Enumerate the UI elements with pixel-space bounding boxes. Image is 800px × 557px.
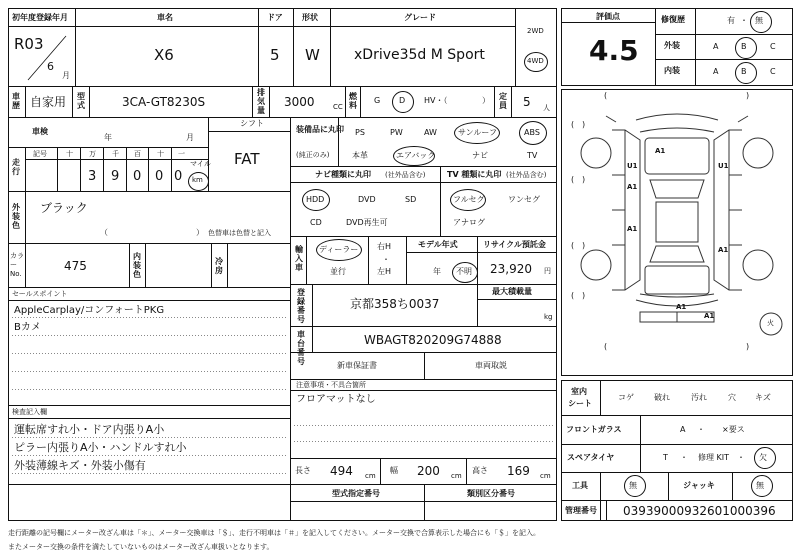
class-no-label: 類別区分番号 <box>467 489 515 498</box>
interior-grade-label: 内装 <box>664 66 680 75</box>
sheet-dirt: 汚れ <box>691 393 707 402</box>
spare-tire-label: スペアタイヤ <box>567 453 615 462</box>
shift-label: シフト <box>240 119 264 128</box>
navi-cd: CD <box>310 218 322 227</box>
height-value: 169 <box>507 464 530 478</box>
damage-mark-a1-rear: A1 <box>676 303 687 311</box>
repair-yes: 有 <box>727 16 735 25</box>
recycle-label: リサイクル預託金 <box>483 240 546 249</box>
mileage-digit-3: 0 <box>133 169 142 184</box>
fuel-hv: HV・（ <box>424 96 448 105</box>
max-load-label: 最大積載量 <box>492 287 532 296</box>
jack-label: ジャッキ <box>683 481 715 490</box>
usage-label: 車歴 <box>12 92 20 110</box>
import-label: 輸入車 <box>295 245 303 272</box>
vehicle-manual: 車両取説 <box>475 361 507 370</box>
import-parallel: 並行 <box>330 267 346 276</box>
digit-label-0: 十 <box>66 150 73 158</box>
rear-glass <box>650 246 704 262</box>
digit-label-5: 一 <box>178 150 185 158</box>
windshield-x: ×要ス <box>722 425 745 434</box>
equipment-label: 装備品に丸印 <box>296 125 344 134</box>
import-dealer: ディーラー <box>319 245 359 254</box>
fuel-label: 燃料 <box>349 92 357 110</box>
inspection-month: 月 <box>186 133 194 142</box>
tv-fullseg: フルセグ <box>453 195 485 204</box>
bracket-9: ) <box>582 291 586 300</box>
interior-sheet-label-2: シート <box>568 399 592 408</box>
tv-analog: アナログ <box>453 218 485 227</box>
windshield-a: A <box>680 425 686 434</box>
navi-sd: SD <box>405 195 417 204</box>
spare-none: 欠 <box>759 453 767 462</box>
import-right-h: 右H <box>377 242 392 251</box>
width-value: 200 <box>417 464 440 478</box>
front-bumper <box>636 114 718 120</box>
chassis-label: 車台番号 <box>297 330 305 366</box>
car-name-label: 車名 <box>157 13 173 22</box>
interior-b: B <box>741 67 747 76</box>
equip-sunroof: サンルーフ <box>458 128 497 137</box>
trunk <box>645 266 709 294</box>
km-unit: km <box>192 176 203 184</box>
damage-mark-a1-left-rear: A1 <box>627 225 638 233</box>
digit-label-2: 千 <box>112 150 119 158</box>
bracket-3: ( <box>571 291 575 300</box>
score-label: 評価点 <box>596 12 620 21</box>
wheel-rear-left <box>581 250 611 280</box>
mileage-digit-2: 9 <box>111 169 120 184</box>
navi-type-label: ナビ種類に丸印 <box>315 170 371 179</box>
displacement-label: 排気量 <box>257 88 265 115</box>
exterior-grade-label: 外装 <box>664 41 680 50</box>
repair-none: 無 <box>755 16 763 25</box>
roof <box>656 202 698 242</box>
capacity-label: 定員 <box>499 92 507 110</box>
damage-mark-a1-hood: A1 <box>655 147 666 155</box>
windshield-label: フロントガラス <box>566 425 622 434</box>
damage-mark-a1-rear-right: A1 <box>704 312 715 320</box>
registration-value: 京都358ち0037 <box>350 297 440 311</box>
navi-hdd: HDD <box>306 195 325 204</box>
mile-unit: マイル <box>190 160 211 168</box>
exterior-b: B <box>741 42 747 51</box>
equip-abs: ABS <box>524 128 540 137</box>
equip-aw: AW <box>424 128 437 137</box>
sheet-tear: 破れ <box>654 393 670 402</box>
sheet-scratch: キズ <box>755 393 771 402</box>
spare-dot: ・ <box>680 453 688 462</box>
equip-tv: TV <box>527 151 538 160</box>
color-paren-open: （ <box>100 228 108 237</box>
selling-point-0: AppleCarplay/コンフォートPKG <box>14 305 165 316</box>
import-dot: ・ <box>382 255 390 264</box>
reg-month: 6 <box>47 60 54 73</box>
bracket-1: ( <box>571 175 575 184</box>
fuel-g: G <box>374 96 381 105</box>
displacement-value: 3000 <box>284 95 315 109</box>
color-code-label: カラーNo. <box>10 252 24 278</box>
equip-leather: 本革 <box>352 151 368 160</box>
ac-label: 冷房 <box>215 257 223 275</box>
length-label: 長さ <box>295 466 311 475</box>
reg-year: R03 <box>14 35 44 53</box>
selling-point-1: Bカメ <box>14 322 41 333</box>
sheet-burn: コゲ <box>618 393 634 402</box>
spare-dot2: ・ <box>737 453 745 462</box>
tv-oneseg: ワンセグ <box>508 195 540 204</box>
inspection-label: 車検 <box>32 127 48 136</box>
exterior-c: C <box>770 42 776 51</box>
interior-a: A <box>713 67 719 76</box>
repair-dot: ・ <box>740 16 748 25</box>
equip-navi: ナビ <box>472 151 488 160</box>
sheet-hole: 穴 <box>728 393 736 402</box>
mileage-sign-label: 記号 <box>33 150 47 158</box>
import-left-h: 左H <box>377 267 392 276</box>
smell-mark: 火 <box>767 319 774 327</box>
interior-sheet-label-1: 室内 <box>571 387 587 396</box>
windshield <box>650 180 704 198</box>
caution-value: フロアマットなし <box>296 394 376 405</box>
width-unit: cm <box>451 472 462 480</box>
equipment-sub: (純正のみ) <box>296 151 330 159</box>
mileage-digit-5: 0 <box>174 169 183 184</box>
registration-label: 登録番号 <box>297 288 305 324</box>
inspection-year: 年 <box>104 133 112 142</box>
recycle-yen: 円 <box>544 267 551 275</box>
damage-mark-a1-right: A1 <box>718 246 729 254</box>
exterior-a: A <box>713 42 719 51</box>
tools-value: 無 <box>629 481 637 490</box>
spare-t: T <box>663 453 668 462</box>
cc-unit: CC <box>333 103 343 111</box>
digit-label-4: 十 <box>157 150 164 158</box>
footer-note-1: 走行距離の記号欄にメーター改ざん車は「＊」、メーター交換車は「＄」、走行不明車は「＃」を記入してください。メーター交換で合算表示した場合にも「＄」を記入。 <box>8 529 540 537</box>
door-count: 5 <box>270 46 280 64</box>
chassis-value: WBAGT820209G74888 <box>364 333 502 347</box>
color-value: ブラック <box>40 201 88 215</box>
color-paren-close: ） <box>196 228 204 237</box>
recycle-value: 23,920 <box>490 262 532 276</box>
caution-label: 注意事項・不具合箇所 <box>296 381 366 389</box>
management-no-label: 管理番号 <box>565 506 597 515</box>
shape-label: 形状 <box>302 13 318 22</box>
tv-type-label: TV 種類に丸印 <box>447 170 502 179</box>
shift-value: FAT <box>234 150 260 168</box>
navi-type-sub: (社外品含む) <box>385 171 426 179</box>
drive-2wd: 2WD <box>527 27 544 35</box>
inspector-notes-label: 検査記入欄 <box>12 408 47 416</box>
first-reg-label: 初年度登録年月 <box>12 13 68 22</box>
fuel-close: ） <box>482 96 490 105</box>
model-value: 3CA-GT8230S <box>122 95 206 109</box>
height-unit: cm <box>540 472 551 480</box>
color-note: 色替車は色替と記入 <box>208 229 271 237</box>
color-code: 475 <box>64 259 87 273</box>
jack-value: 無 <box>756 481 764 490</box>
footer-note-2: またメーター交換の条件を満たしていないものはメーター改ざん車扱いとなります。 <box>8 543 274 551</box>
digit-label-1: 万 <box>89 150 96 158</box>
model-year-unit: 年 <box>433 267 441 276</box>
drive-4wd: 4WD <box>527 57 544 65</box>
bracket-11: ) <box>746 342 750 351</box>
bracket-10: ) <box>746 91 750 100</box>
wheel-front-right <box>743 138 773 168</box>
inspector-note-1: ピラー内張りA小・ハンドルすれ小 <box>14 441 187 454</box>
grade-value: xDrive35d M Sport <box>354 47 485 63</box>
fuel-d: D <box>399 96 406 105</box>
bracket-6: ) <box>582 120 586 129</box>
body-shape: W <box>305 46 320 64</box>
bracket-4: ( <box>604 91 608 100</box>
management-no-value: 03939000932601000396 <box>623 504 776 518</box>
model-year-label: モデル年式 <box>418 240 458 249</box>
damage-mark-u1-right: U1 <box>718 162 729 170</box>
width-label: 幅 <box>390 466 398 475</box>
selling-points-label: セールスポイント <box>12 290 68 298</box>
new-car-warranty: 新車保証書 <box>337 361 377 370</box>
windshield-dot: ・ <box>697 425 705 434</box>
type-no-label: 型式指定番号 <box>332 489 380 498</box>
digit-label-3: 百 <box>134 150 141 158</box>
bracket-0: ( <box>571 120 575 129</box>
bracket-5: ( <box>604 342 608 351</box>
inspector-note-2: 外装薄線キズ・外装小傷有 <box>14 459 146 472</box>
spare-kit: 修理 KIT <box>698 453 730 462</box>
equip-pw: PW <box>390 128 403 137</box>
damage-mark-u1-left: U1 <box>627 162 638 170</box>
grade-label: グレード <box>404 13 436 22</box>
score-value: 4.5 <box>589 34 639 67</box>
equip-ps: PS <box>355 128 365 137</box>
bracket-8: ) <box>582 241 586 250</box>
door-label: ドア <box>267 13 283 22</box>
interior-c: C <box>770 67 776 76</box>
length-value: 494 <box>330 464 353 478</box>
month-unit: 月 <box>62 71 70 80</box>
capacity-value: 5 <box>523 95 531 109</box>
inspector-note-0: 運転席すれ小・ドア内張りA小 <box>14 423 165 436</box>
tools-label: 工具 <box>572 481 588 490</box>
mileage-digit-1: 3 <box>88 169 97 184</box>
equip-airbag: エアバック <box>396 151 436 160</box>
hood <box>645 138 709 174</box>
height-label: 高さ <box>472 466 488 475</box>
capacity-unit: 人 <box>543 104 550 112</box>
repair-label: 修復歴 <box>661 15 685 24</box>
navi-dvd-play: DVD再生可 <box>346 218 388 227</box>
damage-mark-a1-left: A1 <box>627 183 638 191</box>
bracket-7: ) <box>582 175 586 184</box>
navi-dvd: DVD <box>358 195 376 204</box>
tv-type-sub: (社外品含む) <box>506 171 547 179</box>
model-year-unknown: 不明 <box>456 267 472 276</box>
usage-value: 自家用 <box>30 95 67 109</box>
color-label: 外装色 <box>12 203 20 230</box>
model-label: 型式 <box>77 92 85 110</box>
interior-color-label: 内装色 <box>133 252 141 279</box>
max-load-unit: kg <box>544 313 553 321</box>
car-name: X6 <box>154 46 174 64</box>
mileage-label: 走行 <box>12 158 20 176</box>
wheel-rear-right <box>743 250 773 280</box>
mileage-digit-4: 0 <box>155 169 164 184</box>
length-unit: cm <box>365 472 376 480</box>
bracket-2: ( <box>571 241 575 250</box>
wheel-front-left <box>581 138 611 168</box>
